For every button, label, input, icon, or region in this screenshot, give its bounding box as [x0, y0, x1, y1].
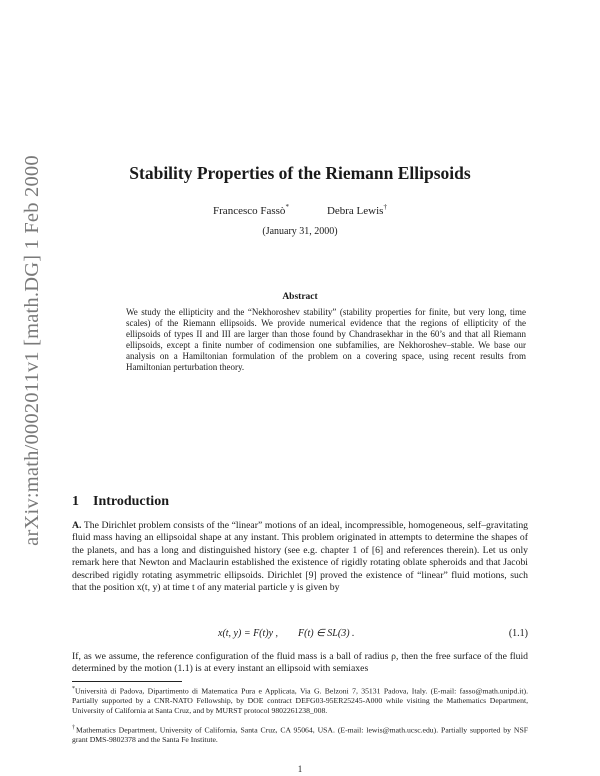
section-number: 1 — [72, 494, 79, 509]
paragraph-2: If, as we assume, the reference configuration of the fluid mass is a ball of radius ρ, then the free surface of the fluid determined by the motion (1.1) is at every instant an ellipsoid with semiaxes — [72, 651, 528, 675]
equation-number: (1.1) — [508, 628, 528, 639]
author-1-mark: * — [285, 203, 289, 211]
author-list — [0, 203, 600, 217]
paragraph-1 — [72, 520, 528, 594]
paragraph-1-text: The Dirichlet problem consists of the “linear” motions of an ideal, incompressible, homogeneous, self–gravitating fluid mass having an ellipsoidal shape at any instant. This problem originated in attempts to determine the shapes of the planets, and has a long and distinguished history (see e.g. chapter 1 of [6] and references therein). Let us only remark here that Newton and Maclaurin established the existence of rigidly rotating oblate spheroids and that Jacobi described rigidly rotating asymmetric ellipsoids. Dirichlet [9] proved the existence of “linear” fluid motions, such that the position x(t, y) at time t of any material particle y is given by — [72, 520, 529, 594]
equation-1-1 — [72, 628, 528, 642]
author-2-name: Debra Lewis — [326, 204, 384, 217]
section-title: Introduction — [93, 494, 169, 509]
footnote-2-mark: † — [72, 725, 77, 731]
page-number: 1 — [297, 764, 303, 774]
footnote-rule — [72, 681, 182, 682]
footnote-2 — [72, 724, 528, 745]
arxiv-stamp: arXiv:math/0002011v1 [math.DG] 1 Feb 2000 — [20, 154, 43, 546]
section-heading — [72, 494, 169, 510]
abstract-heading: Abstract — [282, 292, 318, 302]
footnote-2-text: Mathematics Department, University of California, Santa Cruz, CA 95064, USA. (E-mail: lewis@math.ucsc.edu). Partially supported by NSF grant DMS-9802378 and the Santa Fe Institute. — [72, 725, 528, 745]
footnote-1-text: Università di Padova, Dipartimento di Matematica Pura e Applicata, Via G. Belzoni 7, 35131 Padova, Italy. (E-mail: fasso@math.unipd.it). Partially supported by a CNR-NATO Fellowship, by DOE contract DEFG03-95ER25245-A000 while visiting the Mathematics Department, University of California at Santa Cruz, and by MURST protocol 9802261238_008. — [72, 686, 528, 715]
equation-expression: x(t, y) = F(t)y , F(t) ∈ SL(3) . — [218, 628, 355, 639]
footnote-1 — [72, 685, 528, 716]
author-2 — [327, 203, 387, 217]
abstract-text: We study the ellipticity and the “Nekhoroshev stability” (stability properties for finite, but very long, time scales) of the Riemann ellipsoids. We provide numerical evidence that the regions of ellipticity of the ellipsoids of types II and III are larger than those found by Chandrasekhar in the 60’s and that all Riemann ellipsoids, except a finite number of codimension one subfamilies, are Nekhoroshev–stable. We base our analysis on a Hamiltonian formulation of the problem on a covering space, using recent results from Hamiltonian perturbation theory. — [126, 307, 526, 372]
footnote-1-mark: * — [72, 686, 75, 692]
paragraph-1-label: A. — [72, 520, 82, 531]
paper-date: (January 31, 2000) — [262, 226, 338, 237]
author-2-mark: † — [383, 203, 387, 211]
author-1 — [213, 203, 289, 217]
paper-title: Stability Properties of the Riemann Ellipsoids — [129, 163, 471, 183]
author-1-name: Francesco Fassò — [213, 204, 286, 217]
